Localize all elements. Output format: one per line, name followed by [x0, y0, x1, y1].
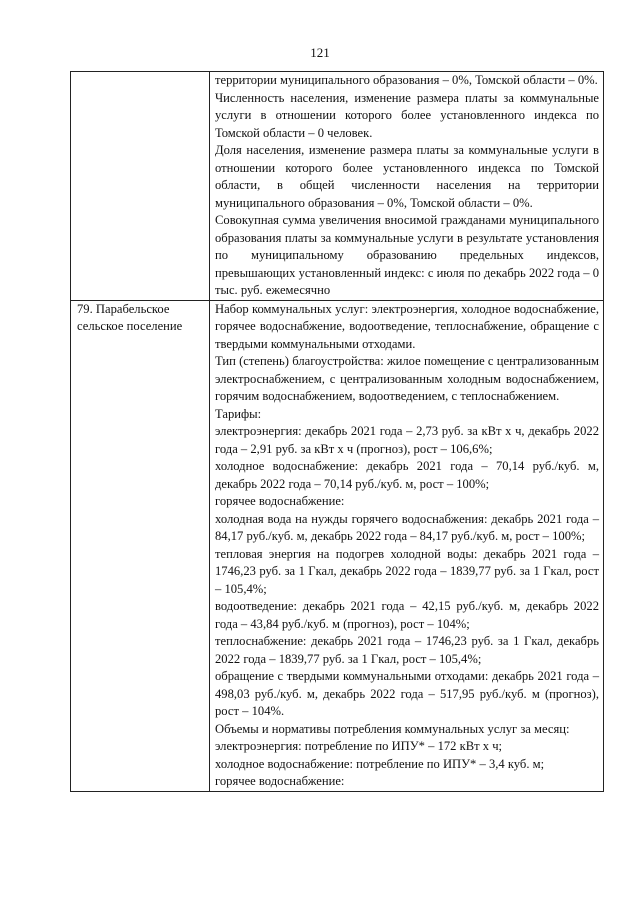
paragraph: горячее водоснабжение:	[215, 494, 345, 508]
paragraph: Совокупная сумма увеличения вносимой гражданами муниципального образования платы за коммунальные услуги в результате установления по муниципальному образованию предельных индексов, превышающих установленный индекс: с июля по декабрь 2022 года – 0 тыс. руб. ежемесячно	[215, 213, 599, 297]
paragraph: Доля населения, изменение размера платы за коммунальные услуги в отношении которого более установленного индекса по Томской области, в общей численности населения на территории муниципального образования – 0%, Томской области – 0%.	[215, 143, 599, 210]
paragraph: холодное водоснабжение: потребление по ИПУ* – 3,4 куб. м;	[215, 756, 545, 771]
settlement-cell: 79. Парабельское сельское поселение	[71, 300, 210, 791]
paragraph: электроэнергия: потребление по ИПУ* – 172 кВт х ч;	[215, 739, 503, 753]
paragraph: обращение с твердыми коммунальными отходами: декабрь 2021 года – 498,03 руб./куб. м, декабрь 2022 года – 517,95 руб./куб. м (прогноз), рост – 104%.	[215, 669, 599, 718]
paragraph: тепловая энергия на подогрев холодной воды: декабрь 2021 года – 1746,23 руб. за 1 Гкал, декабрь 2022 года – 1839,77 руб. за 1 Гкал, рост – 105,4%;	[215, 546, 599, 596]
paragraph: холодная вода на нужды горячего водоснабжения: декабрь 2021 года – 84,17 руб./куб. м, декабрь 2022 года – 84,17 руб./куб. м, рост – 100%;	[215, 511, 599, 543]
tariff-table	[70, 71, 604, 792]
table-row	[71, 300, 604, 791]
settlement-cell	[71, 72, 210, 301]
paragraph: Тарифы:	[215, 406, 262, 421]
paragraph: территории муниципального образования – 0%, Томской области – 0%.	[215, 73, 598, 87]
paragraph: холодное водоснабжение: декабрь 2021 года – 70,14 руб./куб. м, декабрь 2022 года – 70,14 руб./куб. м, рост – 100%;	[215, 459, 599, 491]
paragraph: водоотведение: декабрь 2021 года – 42,15 руб./куб. м, декабрь 2022 года – 43,84 руб./куб. м (прогноз), рост – 104%;	[215, 599, 599, 631]
details-cell	[210, 300, 604, 791]
table-row	[71, 72, 604, 301]
paragraph: Тип (степень) благоустройства: жилое помещение с централизованным электроснабжением, с централизованным холодным водоснабжением, горячим водоснабжением, водоотведением, с теплоснабжением.	[215, 354, 599, 403]
page-number: 121	[310, 45, 330, 60]
paragraph: электроэнергия: декабрь 2021 года – 2,73 руб. за кВт х ч, декабрь 2022 года – 2,91 руб. за кВт х ч (прогноз), рост – 106,6%;	[215, 424, 599, 456]
paragraph: Объемы и нормативы потребления коммунальных услуг за месяц:	[215, 721, 570, 736]
details-cell	[210, 72, 604, 301]
paragraph: горячее водоснабжение:	[215, 774, 345, 788]
paragraph: Численность населения, изменение размера платы за коммунальные услуги в отношении которого более установленного индекса по Томской области – 0 человек.	[215, 90, 599, 140]
paragraph: теплоснабжение: декабрь 2021 года – 1746,23 руб. за 1 Гкал, декабрь 2022 года – 1839,77 руб. за 1 Гкал, рост – 105,4%;	[215, 634, 599, 666]
paragraph: Набор коммунальных услуг: электроэнергия, холодное водоснабжение, горячее водоснабжение, водоотведение, теплоснабжение, обращение с твердыми коммунальными отходами.	[215, 301, 599, 351]
